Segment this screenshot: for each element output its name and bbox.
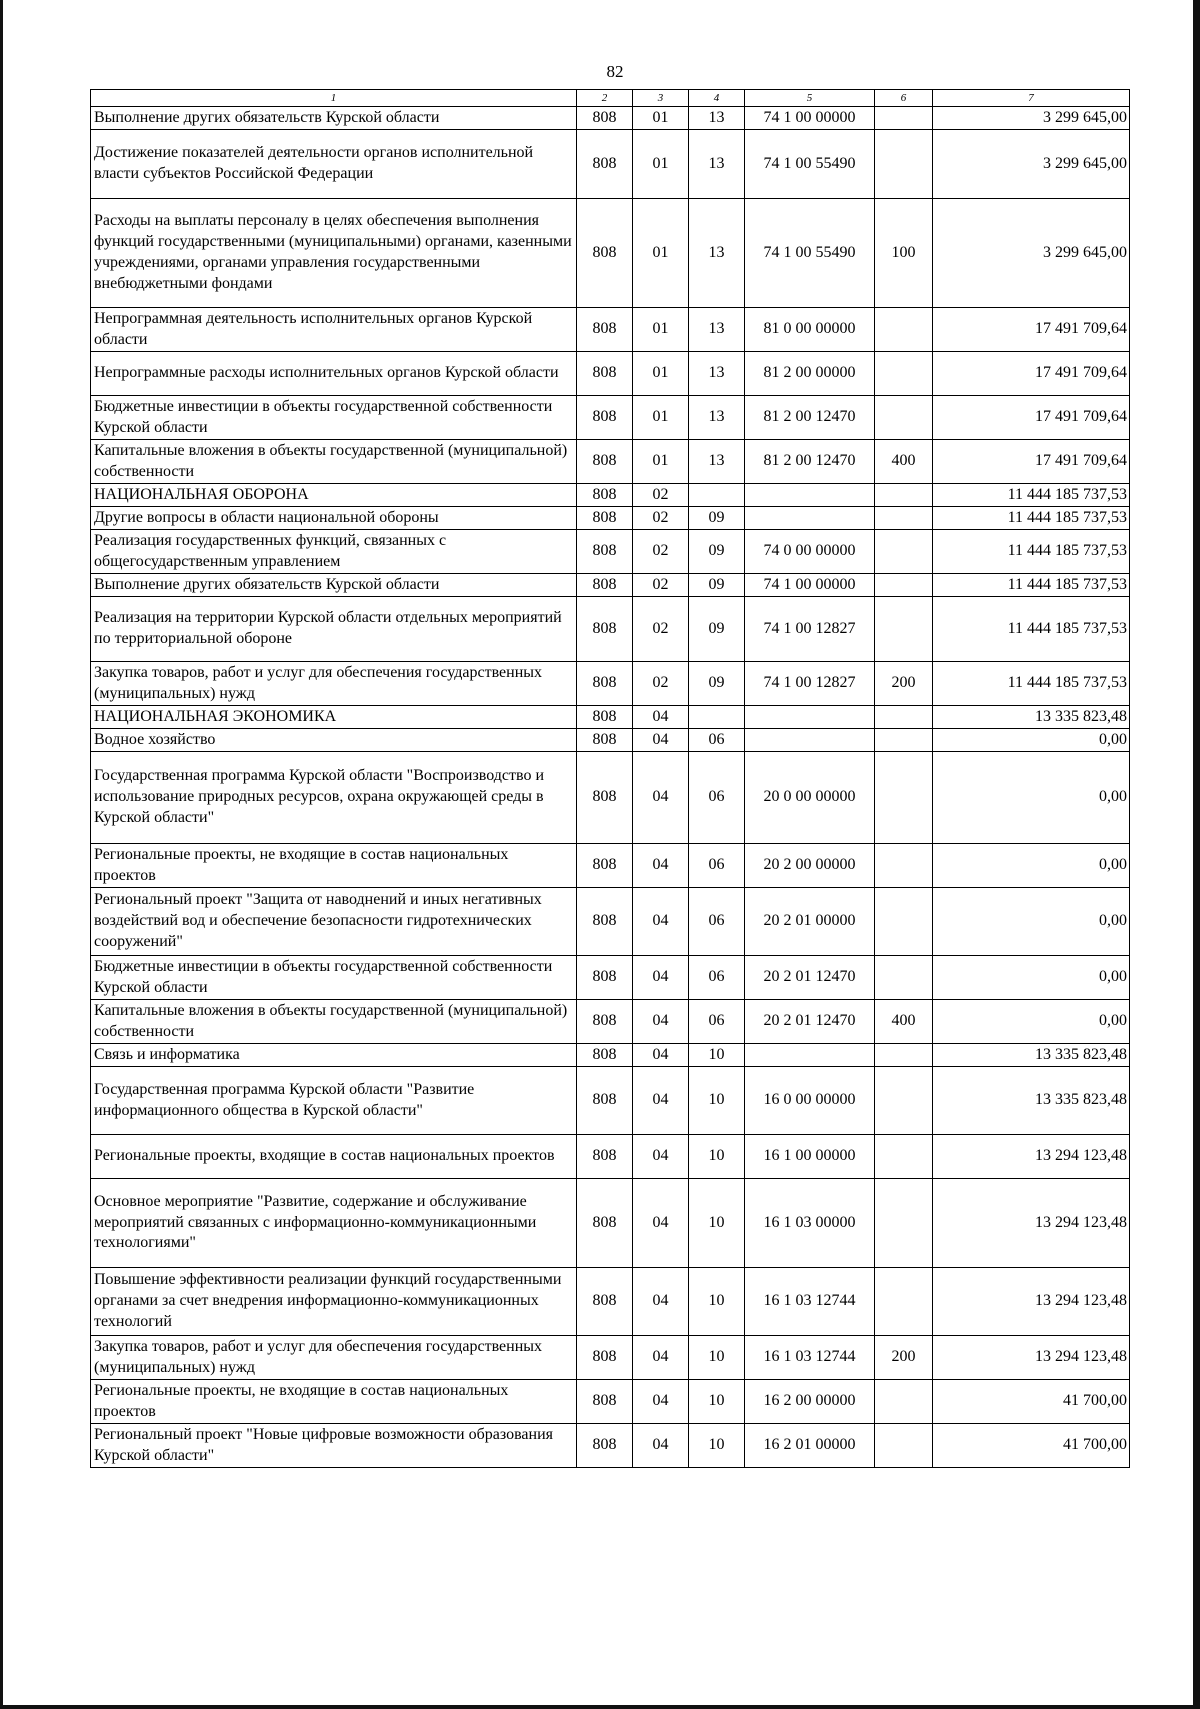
row-name: Государственная программа Курской области "Воспроизводство и использование природных ресурсов, охрана окружающей среды в Курской области" — [91, 752, 577, 844]
row-amount: 0,00 — [933, 844, 1130, 888]
row-amount: 17 491 709,64 — [933, 308, 1130, 352]
row-expense-type — [875, 107, 933, 130]
row-target-article — [745, 729, 875, 752]
table-row — [91, 888, 1130, 956]
row-target-article: 81 0 00 00000 — [745, 308, 875, 352]
column-number: 5 — [745, 90, 875, 107]
row-section-code: 02 — [633, 662, 689, 706]
row-section-code: 04 — [633, 1268, 689, 1336]
row-target-article: 20 2 01 12470 — [745, 1000, 875, 1044]
scan-border-right — [1193, 0, 1200, 1709]
table-row — [91, 440, 1130, 484]
table-row — [91, 752, 1130, 844]
table-row — [91, 1000, 1130, 1044]
row-expense-type — [875, 729, 933, 752]
row-section-code: 02 — [633, 530, 689, 574]
row-section-code: 04 — [633, 1067, 689, 1135]
row-name: Повышение эффективности реализации функций государственными органами за счет внедрения информационно-коммуникационных технологий — [91, 1268, 577, 1336]
row-section-code: 02 — [633, 574, 689, 597]
table-row — [91, 729, 1130, 752]
column-number: 4 — [689, 90, 745, 107]
row-amount: 0,00 — [933, 729, 1130, 752]
row-name: Связь и информатика — [91, 1044, 577, 1067]
row-section-code: 04 — [633, 1336, 689, 1380]
row-amount: 13 294 123,48 — [933, 1268, 1130, 1336]
row-target-article: 16 2 00 00000 — [745, 1380, 875, 1424]
row-gr-code: 808 — [577, 1179, 633, 1268]
row-gr-code: 808 — [577, 574, 633, 597]
row-amount: 11 444 185 737,53 — [933, 597, 1130, 662]
row-amount: 3 299 645,00 — [933, 107, 1130, 130]
row-subsection-code: 06 — [689, 729, 745, 752]
table-row — [91, 352, 1130, 396]
page-number: 82 — [606, 62, 624, 81]
row-subsection-code: 06 — [689, 956, 745, 1000]
row-gr-code: 808 — [577, 888, 633, 956]
row-target-article: 20 2 00 00000 — [745, 844, 875, 888]
column-number: 2 — [577, 90, 633, 107]
table-row — [91, 662, 1130, 706]
table-row — [91, 1380, 1130, 1424]
table-row — [91, 199, 1130, 308]
table-row — [91, 107, 1130, 130]
row-expense-type — [875, 1268, 933, 1336]
row-gr-code: 808 — [577, 1268, 633, 1336]
row-gr-code: 808 — [577, 729, 633, 752]
row-amount: 13 294 123,48 — [933, 1135, 1130, 1179]
row-target-article: 20 0 00 00000 — [745, 752, 875, 844]
row-subsection-code: 10 — [689, 1336, 745, 1380]
row-gr-code: 808 — [577, 844, 633, 888]
row-subsection-code: 06 — [689, 1000, 745, 1044]
row-name: Капитальные вложения в объекты государственной (муниципальной) собственности — [91, 1000, 577, 1044]
row-subsection-code: 10 — [689, 1424, 745, 1468]
row-target-article: 74 1 00 12827 — [745, 597, 875, 662]
row-gr-code: 808 — [577, 706, 633, 729]
row-name: Бюджетные инвестиции в объекты государственной собственности Курской области — [91, 396, 577, 440]
row-expense-type — [875, 484, 933, 507]
row-name: Региональный проект "Новые цифровые возможности образования Курской области" — [91, 1424, 577, 1468]
row-amount: 0,00 — [933, 888, 1130, 956]
row-expense-type — [875, 956, 933, 1000]
row-subsection-code: 13 — [689, 199, 745, 308]
row-gr-code: 808 — [577, 130, 633, 199]
table-row — [91, 1135, 1130, 1179]
row-subsection-code: 10 — [689, 1179, 745, 1268]
row-name: Региональные проекты, входящие в состав национальных проектов — [91, 1135, 577, 1179]
row-subsection-code: 06 — [689, 752, 745, 844]
row-subsection-code: 13 — [689, 440, 745, 484]
row-name: Достижение показателей деятельности органов исполнительной власти субъектов Российской Федерации — [91, 130, 577, 199]
row-amount: 3 299 645,00 — [933, 199, 1130, 308]
row-expense-type — [875, 308, 933, 352]
row-expense-type: 100 — [875, 199, 933, 308]
table-row — [91, 1336, 1130, 1380]
row-amount: 11 444 185 737,53 — [933, 484, 1130, 507]
row-subsection-code: 09 — [689, 597, 745, 662]
row-amount: 11 444 185 737,53 — [933, 662, 1130, 706]
row-name: Расходы на выплаты персоналу в целях обеспечения выполнения функций государственными (муниципальными) органами, казенными учреждениями, органами управления государственными внебюджетными фондами — [91, 199, 577, 308]
column-number: 7 — [933, 90, 1130, 107]
row-target-article: 16 2 01 00000 — [745, 1424, 875, 1468]
row-section-code: 02 — [633, 507, 689, 530]
row-target-article: 74 1 00 12827 — [745, 662, 875, 706]
row-subsection-code: 10 — [689, 1044, 745, 1067]
row-target-article: 74 0 00 00000 — [745, 530, 875, 574]
row-target-article: 20 2 01 00000 — [745, 888, 875, 956]
row-amount: 0,00 — [933, 956, 1130, 1000]
row-subsection-code: 09 — [689, 662, 745, 706]
row-gr-code: 808 — [577, 308, 633, 352]
row-target-article: 81 2 00 00000 — [745, 352, 875, 396]
row-target-article: 16 1 00 00000 — [745, 1135, 875, 1179]
row-expense-type — [875, 1135, 933, 1179]
row-amount: 11 444 185 737,53 — [933, 507, 1130, 530]
row-section-code: 01 — [633, 396, 689, 440]
table-row — [91, 530, 1130, 574]
row-amount: 41 700,00 — [933, 1380, 1130, 1424]
table-row — [91, 1268, 1130, 1336]
row-section-code: 01 — [633, 199, 689, 308]
table-row — [91, 597, 1130, 662]
row-expense-type — [875, 1424, 933, 1468]
row-target-article: 74 1 00 55490 — [745, 130, 875, 199]
row-section-code: 04 — [633, 1179, 689, 1268]
row-amount: 11 444 185 737,53 — [933, 574, 1130, 597]
row-expense-type: 200 — [875, 662, 933, 706]
row-expense-type: 400 — [875, 1000, 933, 1044]
row-amount: 17 491 709,64 — [933, 440, 1130, 484]
row-name: Региональный проект "Защита от наводнений и иных негативных воздействий вод и обеспечение безопасности гидротехнических сооружений" — [91, 888, 577, 956]
row-name: НАЦИОНАЛЬНАЯ ЭКОНОМИКА — [91, 706, 577, 729]
row-subsection-code: 09 — [689, 507, 745, 530]
row-subsection-code: 13 — [689, 130, 745, 199]
row-gr-code: 808 — [577, 107, 633, 130]
row-section-code: 04 — [633, 1135, 689, 1179]
row-name: Другие вопросы в области национальной обороны — [91, 507, 577, 530]
row-amount: 0,00 — [933, 752, 1130, 844]
row-name: Закупка товаров, работ и услуг для обеспечения государственных (муниципальных) нужд — [91, 662, 577, 706]
row-gr-code: 808 — [577, 1067, 633, 1135]
table-row — [91, 1067, 1130, 1135]
row-target-article: 16 1 03 00000 — [745, 1179, 875, 1268]
row-expense-type — [875, 888, 933, 956]
table-row — [91, 484, 1130, 507]
row-section-code: 01 — [633, 107, 689, 130]
row-amount: 3 299 645,00 — [933, 130, 1130, 199]
row-gr-code: 808 — [577, 352, 633, 396]
row-name: Непрограммная деятельность исполнительных органов Курской области — [91, 308, 577, 352]
row-target-article: 81 2 00 12470 — [745, 396, 875, 440]
row-expense-type — [875, 752, 933, 844]
row-amount: 41 700,00 — [933, 1424, 1130, 1468]
row-gr-code: 808 — [577, 956, 633, 1000]
row-subsection-code: 09 — [689, 530, 745, 574]
row-gr-code: 808 — [577, 1424, 633, 1468]
row-gr-code: 808 — [577, 1336, 633, 1380]
row-expense-type — [875, 352, 933, 396]
row-amount: 13 335 823,48 — [933, 1044, 1130, 1067]
row-name: Капитальные вложения в объекты государственной (муниципальной) собственности — [91, 440, 577, 484]
row-subsection-code: 10 — [689, 1268, 745, 1336]
row-name: Бюджетные инвестиции в объекты государственной собственности Курской области — [91, 956, 577, 1000]
row-gr-code: 808 — [577, 530, 633, 574]
table-row — [91, 507, 1130, 530]
row-section-code: 04 — [633, 1044, 689, 1067]
row-gr-code: 808 — [577, 484, 633, 507]
row-section-code: 01 — [633, 308, 689, 352]
row-expense-type: 400 — [875, 440, 933, 484]
row-expense-type — [875, 1179, 933, 1268]
table-row — [91, 130, 1130, 199]
row-section-code: 04 — [633, 1000, 689, 1044]
row-target-article: 16 0 00 00000 — [745, 1067, 875, 1135]
row-target-article — [745, 507, 875, 530]
table-row — [91, 956, 1130, 1000]
row-gr-code: 808 — [577, 752, 633, 844]
row-amount: 13 294 123,48 — [933, 1179, 1130, 1268]
row-section-code: 04 — [633, 844, 689, 888]
row-section-code: 04 — [633, 729, 689, 752]
table-row — [91, 1179, 1130, 1268]
row-subsection-code: 13 — [689, 107, 745, 130]
row-gr-code: 808 — [577, 1135, 633, 1179]
table-row — [91, 1044, 1130, 1067]
row-gr-code: 808 — [577, 396, 633, 440]
row-target-article: 20 2 01 12470 — [745, 956, 875, 1000]
row-section-code: 02 — [633, 597, 689, 662]
column-number: 1 — [91, 90, 577, 107]
row-expense-type — [875, 1067, 933, 1135]
row-section-code: 04 — [633, 752, 689, 844]
row-amount: 13 335 823,48 — [933, 706, 1130, 729]
row-section-code: 02 — [633, 484, 689, 507]
scan-border-left — [0, 0, 3, 1709]
row-name: Государственная программа Курской области "Развитие информационного общества в Курской области" — [91, 1067, 577, 1135]
row-name: Реализация на территории Курской области отдельных мероприятий по территориальной обороне — [91, 597, 577, 662]
table-row — [91, 396, 1130, 440]
row-target-article: 16 1 03 12744 — [745, 1336, 875, 1380]
table-row — [91, 1424, 1130, 1468]
row-target-article — [745, 484, 875, 507]
row-name: Непрограммные расходы исполнительных органов Курской области — [91, 352, 577, 396]
table-row — [91, 574, 1130, 597]
row-name: НАЦИОНАЛЬНАЯ ОБОРОНА — [91, 484, 577, 507]
row-target-article — [745, 706, 875, 729]
table-row — [91, 706, 1130, 729]
row-section-code: 04 — [633, 956, 689, 1000]
row-target-article: 81 2 00 12470 — [745, 440, 875, 484]
row-expense-type — [875, 597, 933, 662]
table-row — [91, 844, 1130, 888]
row-section-code: 01 — [633, 130, 689, 199]
column-number: 6 — [875, 90, 933, 107]
row-expense-type — [875, 844, 933, 888]
column-number: 3 — [633, 90, 689, 107]
row-gr-code: 808 — [577, 1000, 633, 1044]
row-expense-type — [875, 130, 933, 199]
row-subsection-code — [689, 484, 745, 507]
row-name: Региональные проекты, не входящие в состав национальных проектов — [91, 1380, 577, 1424]
row-name: Реализация государственных функций, связанных с общегосударственным управлением — [91, 530, 577, 574]
row-section-code: 04 — [633, 706, 689, 729]
row-section-code: 04 — [633, 888, 689, 956]
row-section-code: 04 — [633, 1380, 689, 1424]
row-target-article: 74 1 00 00000 — [745, 574, 875, 597]
row-amount: 11 444 185 737,53 — [933, 530, 1130, 574]
row-expense-type — [875, 530, 933, 574]
row-amount: 17 491 709,64 — [933, 396, 1130, 440]
row-subsection-code: 13 — [689, 396, 745, 440]
row-target-article — [745, 1044, 875, 1067]
row-subsection-code: 13 — [689, 308, 745, 352]
row-gr-code: 808 — [577, 1044, 633, 1067]
row-target-article: 74 1 00 00000 — [745, 107, 875, 130]
row-subsection-code: 13 — [689, 352, 745, 396]
row-expense-type — [875, 396, 933, 440]
row-section-code: 01 — [633, 352, 689, 396]
row-gr-code: 808 — [577, 440, 633, 484]
row-amount: 13 335 823,48 — [933, 1067, 1130, 1135]
scan-border-bottom — [0, 1705, 1200, 1709]
row-name: Выполнение других обязательств Курской области — [91, 574, 577, 597]
row-expense-type — [875, 574, 933, 597]
row-expense-type — [875, 507, 933, 530]
row-amount: 17 491 709,64 — [933, 352, 1130, 396]
row-name: Закупка товаров, работ и услуг для обеспечения государственных (муниципальных) нужд — [91, 1336, 577, 1380]
row-subsection-code: 09 — [689, 574, 745, 597]
row-subsection-code: 10 — [689, 1135, 745, 1179]
table-row — [91, 308, 1130, 352]
row-gr-code: 808 — [577, 507, 633, 530]
row-subsection-code: 10 — [689, 1380, 745, 1424]
row-gr-code: 808 — [577, 199, 633, 308]
row-amount: 0,00 — [933, 1000, 1130, 1044]
row-expense-type — [875, 1044, 933, 1067]
row-subsection-code: 10 — [689, 1067, 745, 1135]
row-section-code: 01 — [633, 440, 689, 484]
row-expense-type — [875, 1380, 933, 1424]
row-expense-type: 200 — [875, 1336, 933, 1380]
row-subsection-code: 06 — [689, 888, 745, 956]
row-name: Региональные проекты, не входящие в состав национальных проектов — [91, 844, 577, 888]
row-subsection-code — [689, 706, 745, 729]
row-gr-code: 808 — [577, 662, 633, 706]
row-amount: 13 294 123,48 — [933, 1336, 1130, 1380]
row-name: Выполнение других обязательств Курской области — [91, 107, 577, 130]
row-target-article: 74 1 00 55490 — [745, 199, 875, 308]
column-number-row — [91, 90, 1130, 107]
row-target-article: 16 1 03 12744 — [745, 1268, 875, 1336]
row-section-code: 04 — [633, 1424, 689, 1468]
row-gr-code: 808 — [577, 597, 633, 662]
budget-table — [90, 89, 1130, 1468]
row-subsection-code: 06 — [689, 844, 745, 888]
row-name: Водное хозяйство — [91, 729, 577, 752]
row-gr-code: 808 — [577, 1380, 633, 1424]
row-expense-type — [875, 706, 933, 729]
row-name: Основное мероприятие "Развитие, содержание и обслуживание мероприятий связанных с информационно-коммуникационными технологиями" — [91, 1179, 577, 1268]
